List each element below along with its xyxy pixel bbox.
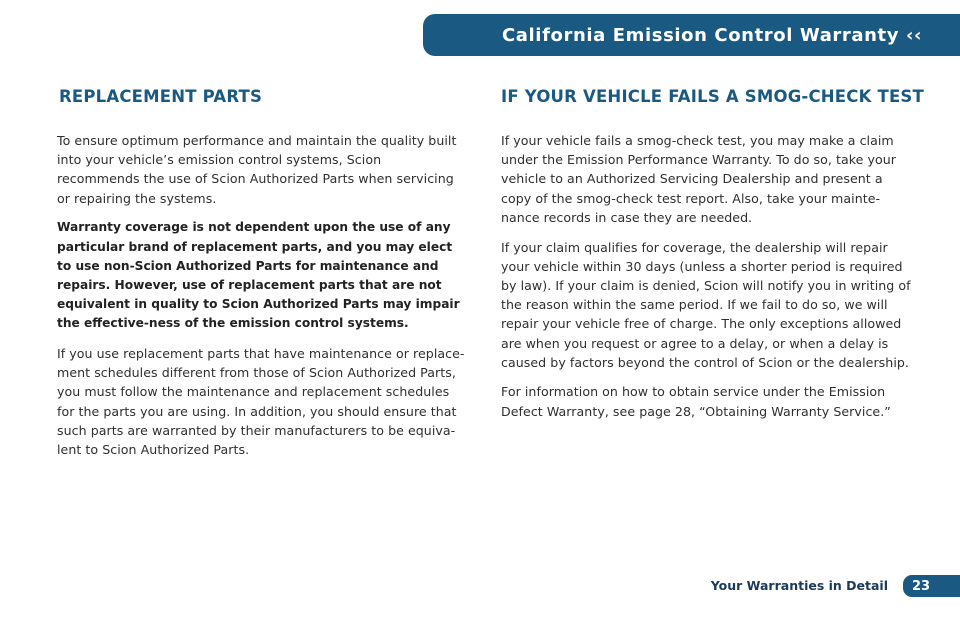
- paragraph: If you use replacement parts that have maintenance or replace-ment schedules different from those of Scion Authorized Parts, you must follow the maintenance and replacement schedules for the parts you are using. In addition, you should ensure that such parts are warranted by their manufacturers to be equiva-lent to Scion Authorized Parts.: [57, 346, 465, 458]
- bold-notice-paragraph: Warranty coverage is not dependent upon the use of any particular brand of replacement parts, and you may elect to use non-Scion Authorized Parts for maintenance and repairs. However, use of replacement parts that are not equivalent in quality to Scion Authorized Parts may impair the effective-ness of the emission control systems.: [57, 220, 460, 331]
- replacement-parts-heading: REPLACEMENT PARTS: [59, 87, 263, 106]
- smog-check-body: [501, 131, 911, 421]
- smog-check-heading: IF YOUR VEHICLE FAILS A SMOG-CHECK TEST: [501, 87, 924, 106]
- page-title: California Emission Control Warranty ‹‹: [501, 24, 922, 46]
- smog-check-section: [501, 86, 924, 431]
- replacement-parts-body: [57, 131, 465, 459]
- page-number-tab: [903, 575, 960, 597]
- paragraph: If your vehicle fails a smog-check test, you may make a claim under the Emission Performance Warranty. To do so, take your vehicle to an Authorized Servicing Dealership and present a copy of the smog-check test report. Also, take your mainte-nance records in case they are needed.: [501, 133, 897, 225]
- page-number: 23: [912, 578, 931, 594]
- paragraph: For information on how to obtain service under the Emission Defect Warranty, see page 28, “Obtaining Warranty Service.”: [501, 384, 891, 419]
- paragraph: If your claim qualifies for coverage, the dealership will repair your vehicle within 30 days (unless a shorter period is required by law). If your claim is denied, Scion will notify you in writing of the reason within the same period. If we fail to do so, we will repair your vehicle free of charge. The only exceptions allowed are when you request or agree to a delay, or when a delay is caused by factors beyond the control of Scion or the dealership.: [501, 239, 911, 370]
- header-banner: [423, 14, 960, 56]
- footer-section-label: Your Warranties in Detail: [710, 578, 888, 593]
- replacement-parts-section: [57, 86, 465, 470]
- paragraph: To ensure optimum performance and maintain the quality built into your vehicle’s emission control systems, Scion recommends the use of Scion Authorized Parts when servicing or repairing the systems.: [57, 133, 457, 206]
